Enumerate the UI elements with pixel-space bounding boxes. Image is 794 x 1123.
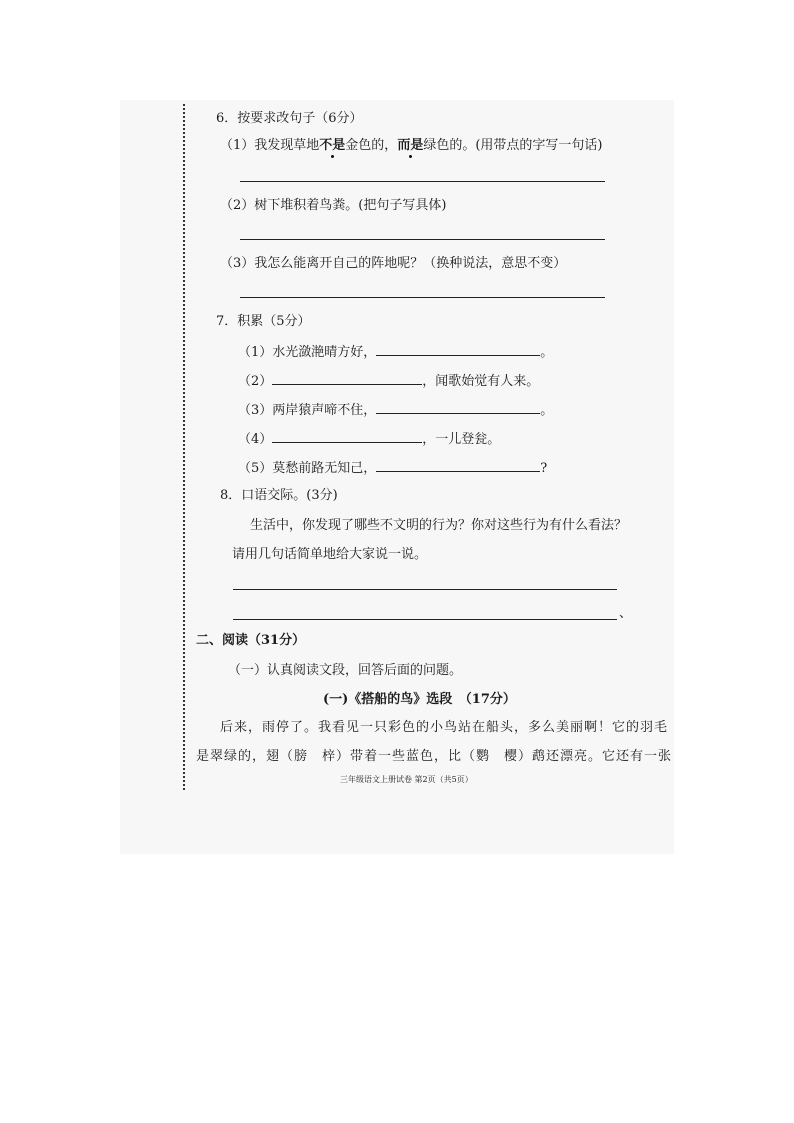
binding-margin-line (183, 104, 185, 790)
q6-item-1 (220, 138, 602, 154)
q6-title: 6．按要求改句子（6分） (216, 111, 363, 126)
q7-item-5-post: ? (540, 461, 548, 476)
q6-item-1-emph-2: 而是 (397, 138, 424, 153)
q7-item-4 (238, 430, 500, 448)
q6-item-1-mid: 金色的， (345, 138, 398, 153)
q7-item-3-post: 。 (540, 403, 554, 418)
section-2-heading: 二、阅读（31分） (196, 633, 306, 648)
q7-item-5-blank[interactable] (376, 459, 540, 472)
q7-item-2-post: ，闻歌始觉有人来。 (422, 374, 540, 389)
q7-item-1-post: 。 (540, 345, 554, 360)
q6-item-1-emph-1: 不是 (319, 138, 346, 153)
q6-item-2: （2）树下堆积着鸟粪。(把句子写具体) (220, 198, 447, 213)
q6-answer-line-1[interactable] (240, 181, 605, 182)
q8-end-mark: 、 (619, 606, 633, 621)
q7-item-2-pre: （2） (238, 374, 273, 389)
q7-item-4-blank[interactable] (272, 430, 422, 443)
q8-prompt-line-1: 生活中，你发现了哪些不文明的行为？你对这些行为有什么看法？ (250, 518, 628, 533)
q8-prompt-line-2: 请用几句话简单地给大家说一说。 (232, 547, 428, 562)
passage-title: (一)《搭船的鸟》选段 （17分） (323, 692, 516, 707)
q6-answer-line-2[interactable] (240, 239, 605, 240)
q8-title: 8．口语交际。(3分) (220, 488, 338, 503)
section-2-instruction: （一）认真阅读文段，回答后面的问题。 (228, 663, 463, 678)
q7-item-3-blank[interactable] (376, 401, 540, 414)
q6-item-3: （3）我怎么能离开自己的阵地呢？（换种说法，意思不变） (220, 256, 567, 271)
q7-item-1-blank[interactable] (376, 343, 540, 356)
q7-title: 7．积累（5分） (216, 314, 311, 329)
q7-item-5 (238, 459, 547, 477)
passage-line-2: 是翠绿的，翅（膀 梓）带着一些蓝色，比（鹦 樱）鹉还漂亮。它还有一张 (196, 749, 673, 764)
q7-item-2-blank[interactable] (272, 372, 422, 385)
q8-answer-line-1[interactable] (233, 589, 617, 590)
q7-item-3-pre: （3）两岸猿声啼不住， (238, 403, 377, 418)
q6-item-1-pre: （1）我发现草地 (220, 138, 320, 153)
q7-item-4-pre: （4） (238, 432, 273, 447)
q7-item-2 (238, 372, 539, 390)
passage-line-1: 后来，雨停了。我看见一只彩色的小鸟站在船头，多么美丽啊！它的羽毛 (220, 720, 669, 735)
q8-answer-line-2[interactable] (233, 619, 617, 620)
q7-item-1-pre: （1）水光潋滟晴方好， (238, 345, 377, 360)
q7-item-1 (238, 343, 553, 361)
q7-item-5-pre: （5）莫愁前路无知己， (238, 461, 377, 476)
q7-item-3 (238, 401, 553, 419)
q6-item-1-post: 绿色的。(用带点的字写一句话) (423, 138, 603, 153)
q6-answer-line-3[interactable] (240, 297, 605, 298)
page-footer: 三年级语文上册试卷 第2页（共5页） (340, 775, 473, 784)
q7-item-4-post: ，一儿登瓮。 (422, 432, 501, 447)
